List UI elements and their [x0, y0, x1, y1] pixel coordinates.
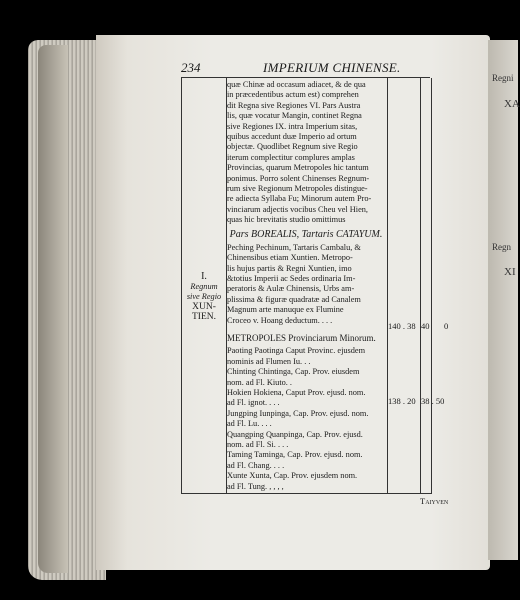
- intro-paragraph: [227, 80, 385, 226]
- running-title: IMPERIUM CHINENSE.: [263, 60, 401, 75]
- text-line: Magnum arte manuque ex Flumine: [227, 305, 344, 315]
- region-numeral: I.: [201, 271, 207, 282]
- facing-fragment: Regn: [492, 242, 511, 252]
- text-line: Hokien Hokiena, Caput Prov. ejusd. nom.: [227, 387, 366, 397]
- region-name: TIEN.: [191, 312, 216, 322]
- text-line: re adiecta Syllaba Fu; Minorum autem Pro-: [227, 194, 372, 204]
- text-line: vinciarum adjectis vocibus Cheu vel Hien,: [227, 204, 369, 214]
- text-line: quas hic brevitatis studio omittimus: [227, 215, 346, 225]
- description-column: [227, 80, 385, 492]
- text-line: ad Fl. Tung. , , , ,: [227, 481, 284, 491]
- text-line: ad Fl. Chang. . . .: [227, 460, 285, 470]
- text-line: rum sive Regionum Metropoles distingue-: [227, 184, 368, 194]
- text-line: Jungping Iunpinga, Cap. Prov. ejusd. nom.: [227, 408, 369, 418]
- page-header: [181, 60, 401, 76]
- facing-fragment: XA: [504, 98, 520, 110]
- column-rule: [387, 78, 388, 493]
- text-line: nominis ad Flumen Iu. . .: [227, 356, 311, 366]
- text-line: peratoris & Aulæ Chinensis, Urbs am-: [227, 284, 355, 294]
- text-line: Croceo v. Hoang deductum. . . .: [227, 315, 333, 325]
- text-line: &totius Imperii ac Sedes ordinaria Im-: [227, 273, 356, 283]
- text-line: sive Regiones IX. intra Imperium sitas,: [227, 121, 358, 131]
- text-line: nom. ad Fl. Si. . . .: [227, 440, 289, 449]
- text-line: Chinting Chintinga, Cap. Prov. eiusdem: [227, 367, 360, 377]
- text-line: ad Fl. ignot. . . .: [227, 398, 280, 408]
- text-line: in præcedentibus actum est) comprehen: [227, 90, 359, 100]
- catchword: Taiyven: [420, 496, 449, 506]
- latitude-value: 38 . 50: [421, 396, 445, 406]
- text-line: Paoting Paotinga Caput Provinc. ejusdem: [227, 346, 366, 356]
- region-name: XUN-: [192, 302, 216, 312]
- longitude-value: 140 . 38: [388, 321, 416, 331]
- text-line: Provincias, quarum Metropoles hic tantum: [227, 163, 369, 173]
- region-label: [183, 272, 225, 322]
- region-line: sive Regio: [186, 292, 222, 301]
- text-line: objectæ. Quodlibet Regnum sive Regio: [227, 142, 358, 152]
- book-cover: [38, 45, 68, 573]
- text-line: Peching Pechinum, Tartaris Cambalu, &: [227, 242, 361, 252]
- text-line: ponimus. Porro solent Chinenses Regnum-: [227, 173, 370, 183]
- text-line: quibus accedunt duæ Imperio ad ortum: [227, 132, 357, 142]
- latitude-value: 40: [421, 321, 430, 331]
- text-line: dit Regna sive Regiones VI. Pars Austra: [227, 100, 361, 110]
- text-line: plissima & figuræ quadratæ ad Canalem: [227, 294, 361, 304]
- facing-fragment: XI: [504, 266, 516, 278]
- text-line: Taming Taminga, Cap. Prov. ejusd. nom.: [227, 450, 363, 460]
- text-line: nom. ad Fl. Kiuto. .: [227, 377, 292, 387]
- text-line: lis hujus partis & Regni Xuntien, imo: [227, 263, 352, 273]
- text-line: iterum complectitur complures amplas: [227, 152, 355, 162]
- cities-list: [227, 346, 385, 492]
- metropoles-heading: METROPOLES Provinciarum Minorum.: [227, 332, 376, 343]
- peching-entry: [227, 243, 385, 326]
- page-number: 234: [181, 60, 201, 75]
- facing-page-edge: [488, 40, 518, 560]
- text-line: Chinensibus etiam Xuntien. Metropo-: [227, 253, 353, 263]
- extra-value: 0: [444, 321, 449, 331]
- longitude-value: 138 . 20: [388, 396, 416, 406]
- region-line: Regnum: [190, 282, 218, 291]
- text-line: Quangping Quanpinga, Cap. Prov. ejusd.: [227, 429, 363, 439]
- text-line: Xunte Xunta, Cap. Prov. ejusdem nom.: [227, 471, 358, 481]
- text-line: ad Fl. Lu. . . .: [227, 419, 272, 429]
- facing-fragment: Regni: [492, 73, 514, 83]
- column-rule: [420, 78, 421, 493]
- text-line: quæ Chinæ ad occasum adiacet, & de qua: [227, 80, 366, 89]
- text-line: lis, quæ vocatur Mangin, continet Regna: [227, 111, 362, 121]
- section-heading: Pars BOREALIS, Tartaris CATAYUM.: [229, 228, 383, 240]
